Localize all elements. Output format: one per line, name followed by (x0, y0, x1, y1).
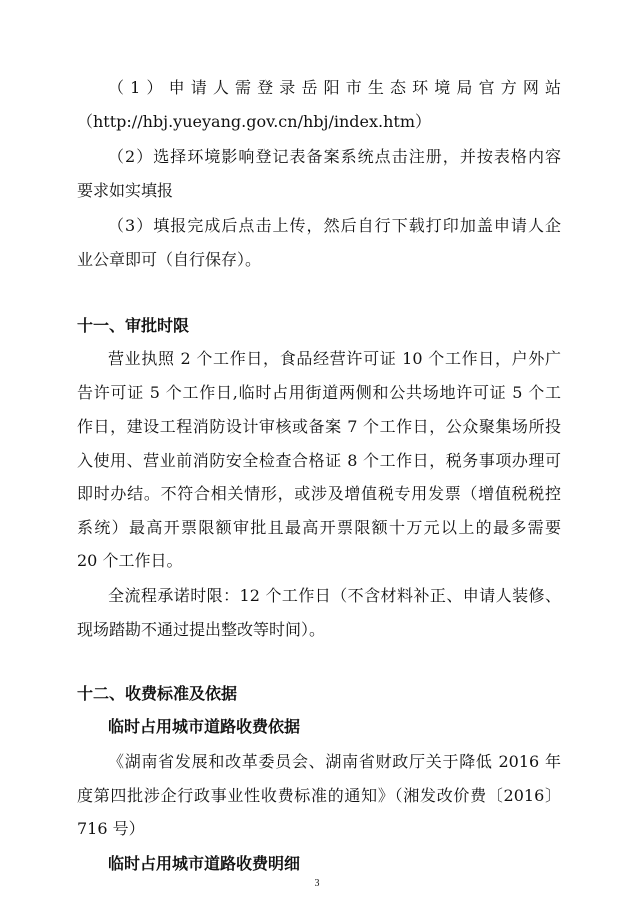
section-11-para1-line: 作日，建设工程消防设计审核或备案 7 个工作日，公众聚集场所投 (77, 417, 561, 436)
step3-line2: 业公章即可（自行保存）。 (77, 250, 262, 269)
step1-url: （http://hbj.yueyang.gov.cn/hbj/index.htm） (77, 112, 432, 131)
step2-line2: 要求如实填报 (77, 181, 174, 200)
section-11-para2-line: 现场踏勘不通过提出整改等时间）。 (77, 620, 326, 639)
step2-line1: （2）选择环境影响登记表备案系统点击注册，并按表格内容 (108, 147, 561, 166)
section-11-para2-line: 全流程承诺时限：12 个工作日（不含材料补正、申请人装修、 (108, 586, 561, 605)
basis-text-line: 度第四批涉企行政事业性收费标准的通知》（湘发改价费〔2016〕 (77, 786, 561, 805)
section-11-para1-line: 系统）最高开票限额审批且最高开票限额十万元以上的最多需要 (77, 518, 561, 537)
section-11-para1-line: 入使用、营业前消防安全检查合格证 8 个工作日，税务事项办理可 (77, 451, 561, 470)
detail-heading: 临时占用城市道路收费明细 (108, 854, 301, 873)
section-11-para1-line: 告许可证 5 个工作日,临时占用街道两侧和公共场地许可证 5 个工 (77, 383, 561, 402)
section-11-para1-line: 即时办结。不符合相关情形，或涉及增值税专用发票（增值税税控 (77, 484, 561, 503)
section-11-para1-line: 营业执照 2 个工作日，食品经营许可证 10 个工作日，户外广 (108, 349, 561, 368)
section-11-para1-line: 20 个工作日。 (77, 551, 183, 570)
page-number: 3 (314, 878, 320, 889)
step1-line1: （1）申请人需登录岳阳市生态环境局官方网站 (108, 78, 561, 97)
section-11-title: 十一、审批时限 (77, 316, 190, 335)
basis-text-line: 《湖南省发展和改革委员会、湖南省财政厅关于降低 2016 年 (108, 752, 561, 771)
step3-line1: （3）填报完成后点击上传，然后自行下载打印加盖申请人企 (108, 216, 561, 235)
basis-text-line: 716 号） (77, 819, 145, 838)
basis-heading: 临时占用城市道路收费依据 (108, 717, 301, 736)
section-12-title: 十二、收费标准及依据 (77, 684, 238, 703)
